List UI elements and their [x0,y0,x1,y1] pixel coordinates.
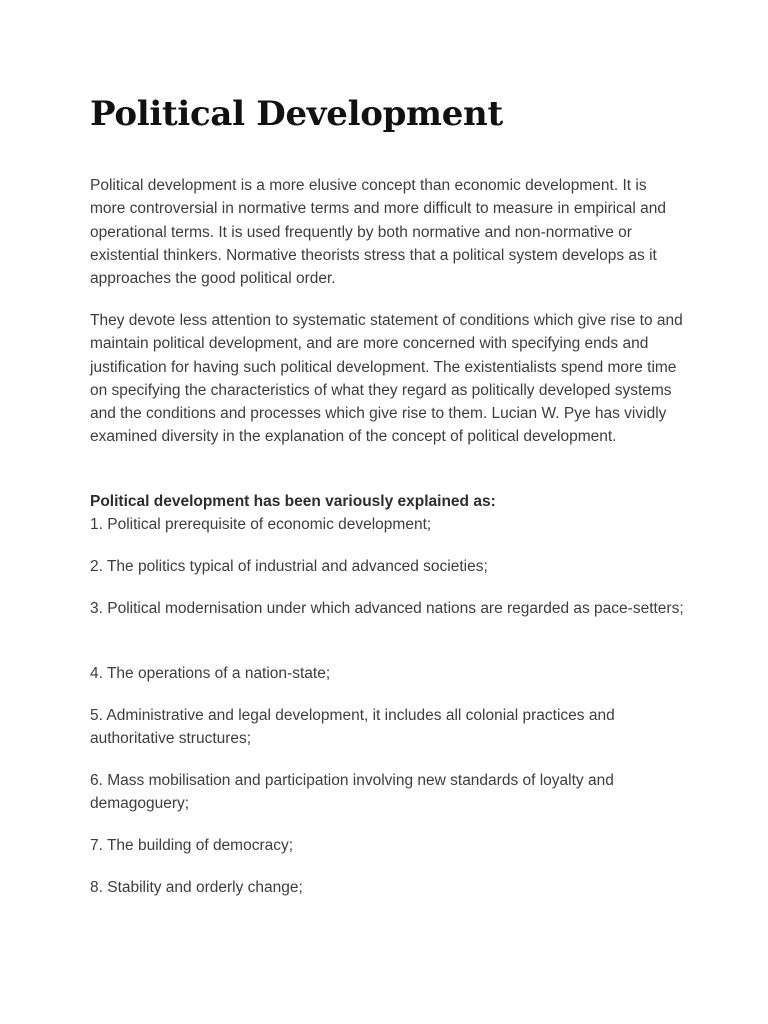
list-item: 2. The politics typical of industrial and advanced societies; [90,558,488,575]
list-item: 8. Stability and orderly change; [90,879,303,896]
list-item: 4. The operations of a nation-state; [90,665,331,682]
list-item: 7. The building of democracy; [90,837,294,854]
page-title: Political Development [90,94,503,134]
list-item: 3. Political modernisation under which advanced nations are regarded as pace-setters; [90,600,684,617]
list-item: 1. Political prerequisite of economic development; [90,516,432,533]
paragraph-normative-focus: They devote less attention to systematic statement of conditions which give rise to and maintain political development, and are more concerned with specifying ends and justification for having such political development. The existentialists spend more time on specifying the characteristics of what they regard as politically developed systems and the conditions and processes which give rise to them. Lucian W. Pye has vividly examined diversity in the explanation of the concept of political development. [90,312,683,446]
list-item: 6. Mass mobilisation and participation involving new standards of loyalty and demagoguery; [90,772,614,813]
list-item: 5. Administrative and legal development, it includes all colonial practices and authoritative structures; [90,707,615,748]
paragraph-intro: Political development is a more elusive concept than economic development. It is more controversial in normative terms and more difficult to measure in empirical and operational terms. It is used frequently by both normative and non-normative or existential thinkers. Normative theorists stress that a political system develops as it approaches the good political order. [90,177,667,288]
list-heading: Political development has been variously explained as: [90,493,496,510]
